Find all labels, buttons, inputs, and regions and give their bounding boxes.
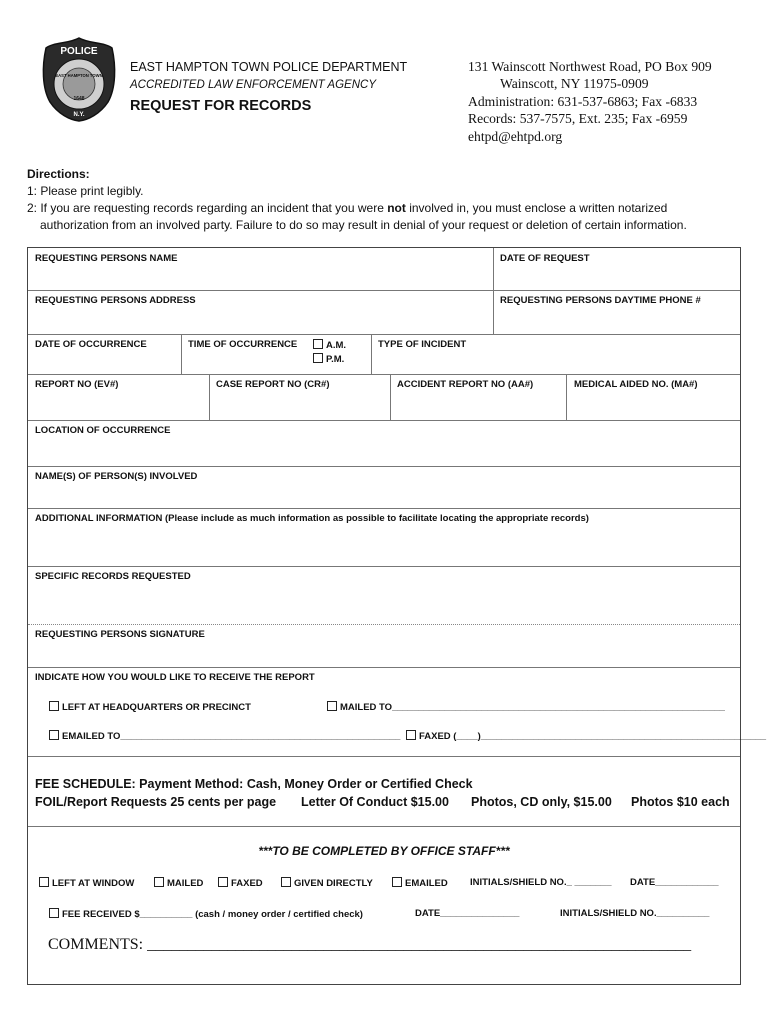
checkbox-icon bbox=[49, 730, 59, 740]
staff-initials-field[interactable]: INITIALS/SHIELD NO._ _______ bbox=[470, 877, 612, 888]
directions-item bbox=[27, 200, 757, 217]
staff-emailed-label: EMAILED bbox=[405, 878, 448, 889]
comments-field[interactable]: COMMENTS: ____________________________________________________________________ bbox=[48, 936, 692, 953]
badge-year-text: 1648 bbox=[73, 96, 85, 102]
column-divider bbox=[371, 334, 372, 374]
left-at-hq-checkbox[interactable] bbox=[49, 701, 251, 713]
time-of-occurrence-label: TIME OF OCCURRENCE bbox=[188, 339, 298, 350]
checkbox-icon bbox=[49, 908, 59, 918]
staff-faxed-label: FAXED bbox=[231, 878, 263, 889]
mailed-to-checkbox[interactable] bbox=[327, 701, 725, 713]
row-divider bbox=[28, 290, 740, 291]
staff-faxed-checkbox[interactable] bbox=[218, 877, 263, 889]
left-at-window-label: LEFT AT WINDOW bbox=[52, 878, 135, 889]
type-of-incident-field[interactable]: TYPE OF INCIDENT bbox=[378, 339, 467, 350]
fee-date-field[interactable]: DATE_______________ bbox=[415, 908, 520, 919]
form-title: REQUEST FOR RECORDS bbox=[130, 98, 312, 114]
agency-subtitle: ACCREDITED LAW ENFORCEMENT AGENCY bbox=[130, 79, 376, 91]
directions-text: 2: If you are requesting records regarding an incident that you were bbox=[27, 201, 388, 215]
accident-report-no-field[interactable]: ACCIDENT REPORT NO (AA#) bbox=[397, 379, 534, 390]
badge-top-text: POLICE bbox=[60, 46, 98, 57]
address-block bbox=[468, 58, 712, 145]
date-of-occurrence-field[interactable]: DATE OF OCCURRENCE bbox=[35, 339, 147, 350]
fee-photos: Photos $10 each bbox=[631, 795, 730, 809]
am-checkbox[interactable] bbox=[313, 339, 346, 351]
checkbox-icon bbox=[327, 701, 337, 711]
fee-received-label: FEE RECEIVED $__________ (cash / money order / certified check) bbox=[62, 909, 363, 920]
receive-method-title: INDICATE HOW YOU WOULD LIKE TO RECEIVE THE REPORT bbox=[35, 672, 315, 683]
checkbox-icon bbox=[218, 877, 228, 887]
mailed-to-label: MAILED TO_______________________________________________________________ bbox=[340, 702, 725, 713]
row-divider bbox=[28, 420, 740, 421]
badge-state-text: N.Y. bbox=[73, 112, 85, 118]
column-divider bbox=[390, 374, 391, 420]
police-badge-logo bbox=[40, 36, 118, 122]
office-staff-title: ***TO BE COMPLETED BY OFFICE STAFF*** bbox=[258, 844, 510, 858]
specific-records-field[interactable]: SPECIFIC RECORDS REQUESTED bbox=[35, 571, 191, 582]
directions bbox=[27, 166, 757, 234]
directions-item-continued: authorization from an involved party. Failure to do so may result in denial of your request or deletion of certain information. bbox=[40, 218, 687, 232]
am-label: A.M. bbox=[326, 340, 347, 351]
requesting-address-field[interactable]: REQUESTING PERSONS ADDRESS bbox=[35, 295, 196, 306]
records-request-form bbox=[27, 247, 767, 985]
daytime-phone-field[interactable]: REQUESTING PERSONS DAYTIME PHONE # bbox=[500, 295, 701, 306]
faxed-checkbox[interactable] bbox=[406, 730, 766, 742]
column-divider bbox=[493, 248, 494, 334]
column-divider bbox=[209, 374, 210, 420]
checkbox-icon bbox=[281, 877, 291, 887]
row-divider bbox=[28, 566, 740, 567]
checkbox-icon bbox=[313, 339, 323, 349]
left-at-hq-label: LEFT AT HEADQUARTERS OR PRECINCT bbox=[62, 702, 251, 713]
fee-schedule: FEE SCHEDULE: Payment Method: Cash, Money Order or Certified Check bbox=[35, 777, 473, 791]
row-divider bbox=[28, 508, 740, 509]
medical-aided-no-field[interactable]: MEDICAL AIDED NO. (MA#) bbox=[574, 379, 698, 390]
staff-mailed-checkbox[interactable] bbox=[154, 877, 203, 889]
requesting-name-field[interactable]: REQUESTING PERSONS NAME bbox=[35, 253, 178, 264]
case-report-no-field[interactable]: CASE REPORT NO (CR#) bbox=[216, 379, 330, 390]
given-directly-label: GIVEN DIRECTLY bbox=[294, 878, 373, 889]
given-directly-checkbox[interactable] bbox=[281, 877, 373, 889]
staff-mailed-label: MAILED bbox=[167, 878, 204, 889]
address-line: Wainscott, NY 11975-0909 bbox=[500, 76, 649, 92]
row-divider bbox=[28, 466, 740, 467]
additional-information-field[interactable]: ADDITIONAL INFORMATION (Please include as much information as possible to facilitate locating the appropriate records) bbox=[35, 513, 589, 524]
signature-field[interactable]: REQUESTING PERSONS SIGNATURE bbox=[35, 629, 205, 640]
row-divider bbox=[28, 826, 740, 827]
row-divider bbox=[28, 374, 740, 375]
checkbox-icon bbox=[49, 701, 59, 711]
pm-checkbox[interactable] bbox=[313, 353, 344, 365]
emailed-to-label: EMAILED TO_____________________________________________________ bbox=[62, 731, 401, 742]
fee-received-checkbox[interactable] bbox=[49, 908, 363, 920]
address-line: 131 Wainscott Northwest Road, PO Box 909 bbox=[468, 59, 712, 74]
column-divider bbox=[181, 334, 182, 374]
checkbox-icon bbox=[406, 730, 416, 740]
left-at-window-checkbox[interactable] bbox=[39, 877, 134, 889]
checkbox-icon bbox=[313, 353, 323, 363]
fee-foil: FOIL/Report Requests 25 cents per page bbox=[35, 795, 277, 809]
row-divider bbox=[28, 667, 740, 668]
fee-photos-cd: Photos, CD only, $15.00 bbox=[471, 795, 612, 809]
checkbox-icon bbox=[154, 877, 164, 887]
fee-initials-field[interactable]: INITIALS/SHIELD NO.__________ bbox=[560, 908, 710, 919]
row-divider bbox=[28, 624, 740, 625]
report-no-field[interactable]: REPORT NO (EV#) bbox=[35, 379, 119, 390]
staff-emailed-checkbox[interactable] bbox=[392, 877, 448, 889]
row-divider bbox=[28, 334, 740, 335]
fee-conduct: Letter Of Conduct $15.00 bbox=[301, 795, 449, 809]
checkbox-icon bbox=[39, 877, 49, 887]
emailed-to-checkbox[interactable] bbox=[49, 730, 400, 742]
row-divider bbox=[28, 756, 740, 757]
address-line: Administration: 631-537-6863; Fax -6833 bbox=[468, 93, 698, 109]
address-line: Records: 537-7575, Ext. 235; Fax -6959 bbox=[468, 111, 688, 127]
column-divider bbox=[566, 374, 567, 420]
checkbox-icon bbox=[392, 877, 402, 887]
faxed-label: FAXED (____)______________________________________________________ bbox=[419, 731, 767, 742]
badge-ring-text: EAST HAMPTON TOWN bbox=[55, 73, 103, 78]
directions-emphasis: not bbox=[387, 201, 406, 215]
directions-text: involved in, you must enclose a written notarized bbox=[405, 201, 668, 215]
address-email: ehtpd@ehtpd.org bbox=[468, 128, 563, 144]
location-of-occurrence-field[interactable]: LOCATION OF OCCURRENCE bbox=[35, 425, 171, 436]
persons-involved-field[interactable]: NAME(S) OF PERSON(S) INVOLVED bbox=[35, 471, 198, 482]
department-name: EAST HAMPTON TOWN POLICE DEPARTMENT bbox=[130, 60, 408, 74]
directions-item: 1: Please print legibly. bbox=[27, 184, 144, 198]
staff-date-field[interactable]: DATE____________ bbox=[630, 877, 719, 888]
pm-label: P.M. bbox=[326, 354, 345, 365]
date-of-request-field[interactable]: DATE OF REQUEST bbox=[500, 253, 590, 264]
directions-title: Directions: bbox=[27, 167, 90, 181]
